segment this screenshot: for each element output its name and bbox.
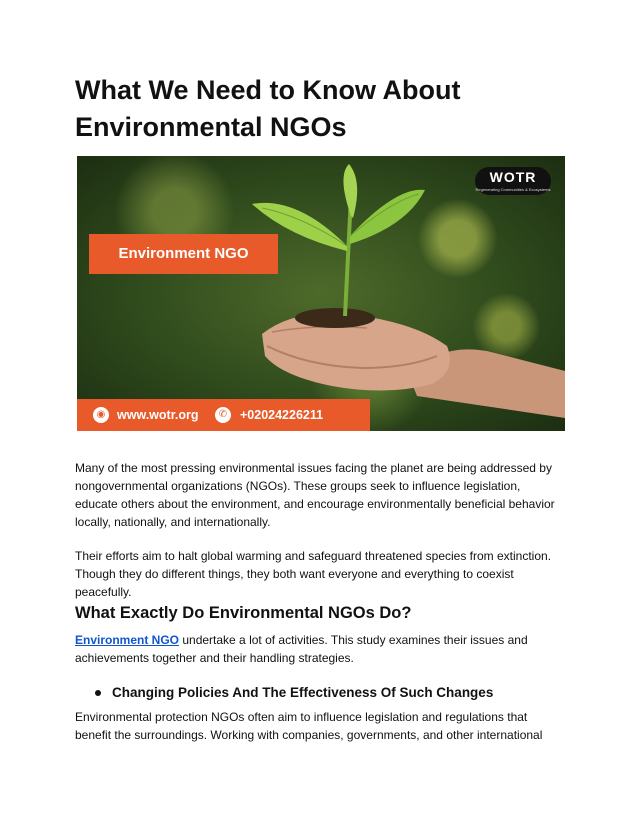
hero-contact-bar	[77, 399, 370, 431]
paragraph-intro: Many of the most pressing environmental issues facing the planet are being addressed by nongovernmental organizations (NGOs). These groups seek to influence legislation, educate others about the environment, and encourage environmentally beneficial behavior locally, nationally, and internationally.	[75, 461, 555, 529]
environment-ngo-link[interactable]: Environment NGO	[75, 633, 180, 647]
phone-icon: ✆	[215, 407, 231, 423]
globe-icon: ◉	[93, 407, 109, 423]
leaf-right	[350, 190, 425, 244]
leaf-top	[343, 164, 357, 218]
bullet-dot	[95, 690, 101, 696]
plant-in-hands-illustration	[77, 156, 565, 431]
logo-tagline: Regenerating Communities & Ecosystems	[475, 187, 551, 192]
paragraph-efforts: Their efforts aim to halt global warming and safeguard threatened species from extinction. Though they do different things, they both want everyone and everything to coexist peacefully.	[75, 549, 552, 599]
page-title	[75, 72, 565, 146]
logo-text: WOTR	[489, 169, 537, 185]
bullet-heading: Changing Policies And The Effectiveness Of Such Changes	[112, 685, 494, 700]
title-line-2: Environmental NGOs	[75, 112, 347, 142]
hero-image	[77, 156, 565, 431]
paragraph-activities-text: undertake a lot of activities. This study examines their issues and achievements together and their handling strategies.	[75, 633, 528, 665]
paragraph-activities	[75, 631, 565, 667]
hero-website: www.wotr.org	[117, 408, 199, 422]
soil-shape	[295, 308, 375, 328]
title-line-1: What We Need to Know About	[75, 75, 461, 105]
paragraph-policies: Environmental protection NGOs often aim to influence legislation and regulations that benefit the surroundings. Working with companies, governments, and other international	[75, 710, 543, 742]
wotr-logo	[475, 167, 551, 195]
plant-stem	[345, 196, 351, 316]
hero-label: Environment NGO	[89, 234, 278, 274]
section-heading: What Exactly Do Environmental NGOs Do?	[75, 604, 412, 622]
hero-phone: +02024226211	[240, 408, 324, 422]
